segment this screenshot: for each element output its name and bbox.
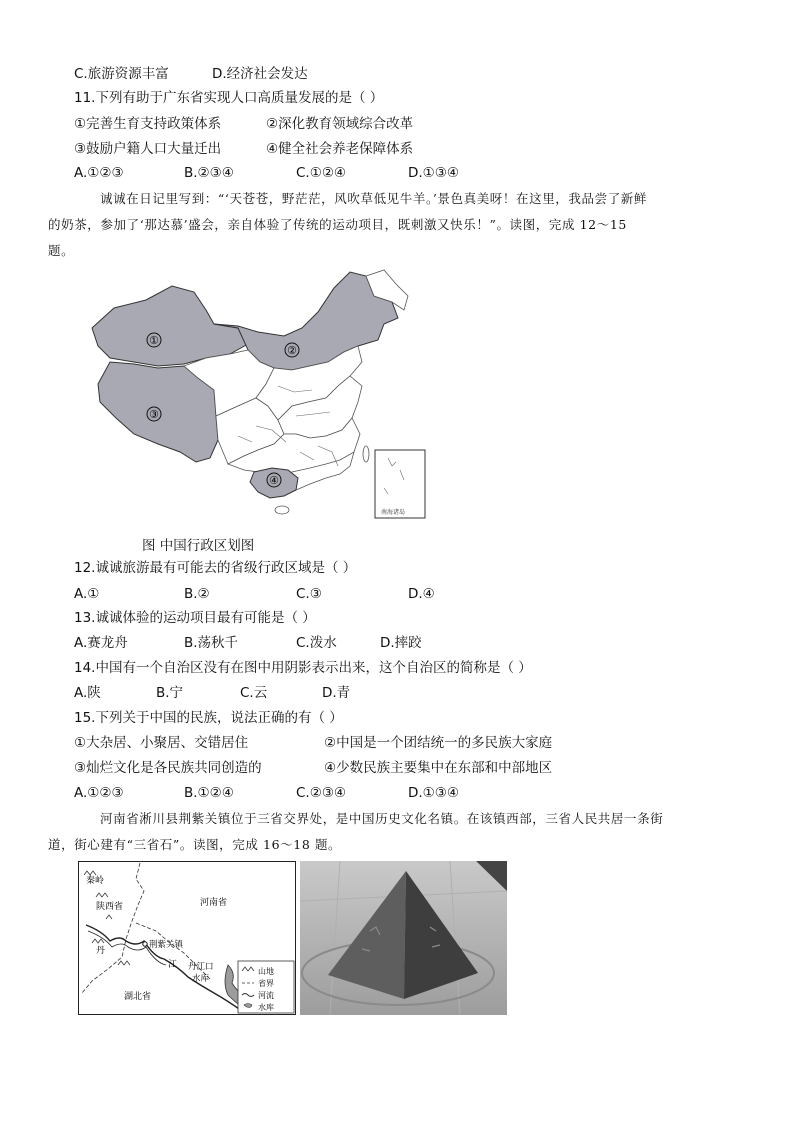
china-admin-map — [88, 266, 433, 524]
three-province-stone-photo — [300, 861, 507, 1015]
q11-option-d: D.①③④ — [408, 165, 459, 181]
q14-option-a: A.陕 — [74, 685, 101, 701]
q11-option-b: B.②③④ — [184, 165, 234, 181]
q14-option-b: B.宁 — [156, 685, 184, 701]
q11-statement-2: ②深化教育领域综合改革 — [266, 116, 414, 132]
q14-option-c: C.云 — [240, 685, 268, 701]
passage-1-line-2: 的奶茶，参加了‘那达慕’盛会，亲自体验了传统的运动项目，既刺激又快乐！”。读图，完成 12～15 — [48, 217, 627, 232]
q13-option-d: D.摔跤 — [380, 635, 422, 651]
q10-option-d: D.经济社会发达 — [212, 66, 308, 82]
q15-option-d: D.①③④ — [408, 785, 459, 801]
q15-statement-4: ④少数民族主要集中在东部和中部地区 — [324, 760, 553, 776]
passage-1-line-1: 诚诚在日记里写到：“‘天苍苍，野茫茫，风吹草低见牛羊。’景色真美呀！在这里，我品尝了新鲜 — [100, 191, 647, 206]
label-hubei: 湖北省 — [124, 992, 152, 1002]
q10-option-c: C.旅游资源丰富 — [74, 66, 169, 82]
label-henan: 河南省 — [200, 898, 228, 908]
q11-option-c: C.①②④ — [296, 165, 347, 181]
q12-option-b: B.② — [184, 586, 210, 602]
legend-border: 省界 — [258, 979, 274, 988]
svg-text:②: ② — [287, 344, 297, 357]
q15-option-b: B.①②④ — [184, 785, 234, 801]
inset-label: 南海诸岛 — [381, 509, 406, 516]
q11-statement-4: ④健全社会养老保障体系 — [266, 141, 414, 157]
passage-2-line-2: 道，街心建有“三省石”。读图，完成 16～18 题。 — [48, 837, 342, 852]
q15-statement-1: ①大杂居、小聚居、交错居住 — [74, 735, 249, 751]
q14-option-d: D.青 — [322, 685, 351, 701]
legend-river: 河流 — [258, 991, 274, 1000]
q13-option-b: B.荡秋千 — [184, 635, 239, 651]
map-caption: 图 中国行政区划图 — [142, 538, 255, 554]
q12-stem: 12.诚诚旅游最有可能去的省级行政区域是（ ） — [74, 560, 357, 576]
q12-option-a: A.① — [74, 586, 100, 602]
q14-stem: 14.中国有一个自治区没有在图中用阴影表示出来，这个自治区的简称是（ ） — [74, 660, 532, 676]
q15-option-c: C.②③④ — [296, 785, 347, 801]
q11-option-a: A.①②③ — [74, 165, 124, 181]
map-legend — [238, 961, 294, 1013]
passage-1-line-3: 题。 — [48, 243, 75, 258]
passage-2-line-1: 河南省淅川县荆紫关镇位于三省交界处，是中国历史文化名镇。在该镇西部，三省人民共居一条街 — [100, 811, 664, 826]
passage-1 — [48, 186, 724, 264]
label-qinling: 秦岭 — [86, 876, 105, 886]
svg-text:④: ④ — [269, 474, 279, 487]
q13-option-a: A.赛龙舟 — [74, 635, 128, 651]
svg-text:③: ③ — [149, 408, 159, 421]
label-reservoir-2: 水库 — [192, 974, 210, 984]
q12-option-c: C.③ — [296, 586, 322, 602]
q12-option-d: D.④ — [408, 586, 435, 602]
legend-mountain: 山地 — [258, 967, 274, 976]
q15-statement-3: ③灿烂文化是各民族共同创造的 — [74, 760, 262, 776]
legend-reservoir: 水库 — [258, 1003, 274, 1012]
q15-statement-2: ②中国是一个团结统一的多民族大家庭 — [324, 735, 553, 751]
q11-statement-1: ①完善生育支持政策体系 — [74, 116, 222, 132]
q11-statement-3: ③鼓励户籍人口大量迁出 — [74, 141, 222, 157]
q15-stem: 15.下列关于中国的民族，说法正确的有（ ） — [74, 710, 343, 726]
svg-text:①: ① — [149, 334, 159, 347]
q15-option-a: A.①②③ — [74, 785, 124, 801]
jingziguan-map — [78, 861, 296, 1015]
q11-stem: 11.下列有助于广东省实现人口高质量发展的是（ ） — [74, 90, 384, 106]
passage-2 — [48, 806, 724, 858]
label-dan: 丹 — [96, 946, 106, 956]
q13-stem: 13.诚诚体验的运动项目最有可能是（ ） — [74, 610, 316, 626]
q13-option-c: C.泼水 — [296, 635, 337, 651]
label-shaanxi: 陕西省 — [96, 902, 124, 912]
label-jingziguan: 荆紫关镇 — [149, 940, 184, 950]
label-reservoir-1: 丹江口 — [188, 962, 214, 972]
label-jiang: 江 — [168, 960, 178, 970]
